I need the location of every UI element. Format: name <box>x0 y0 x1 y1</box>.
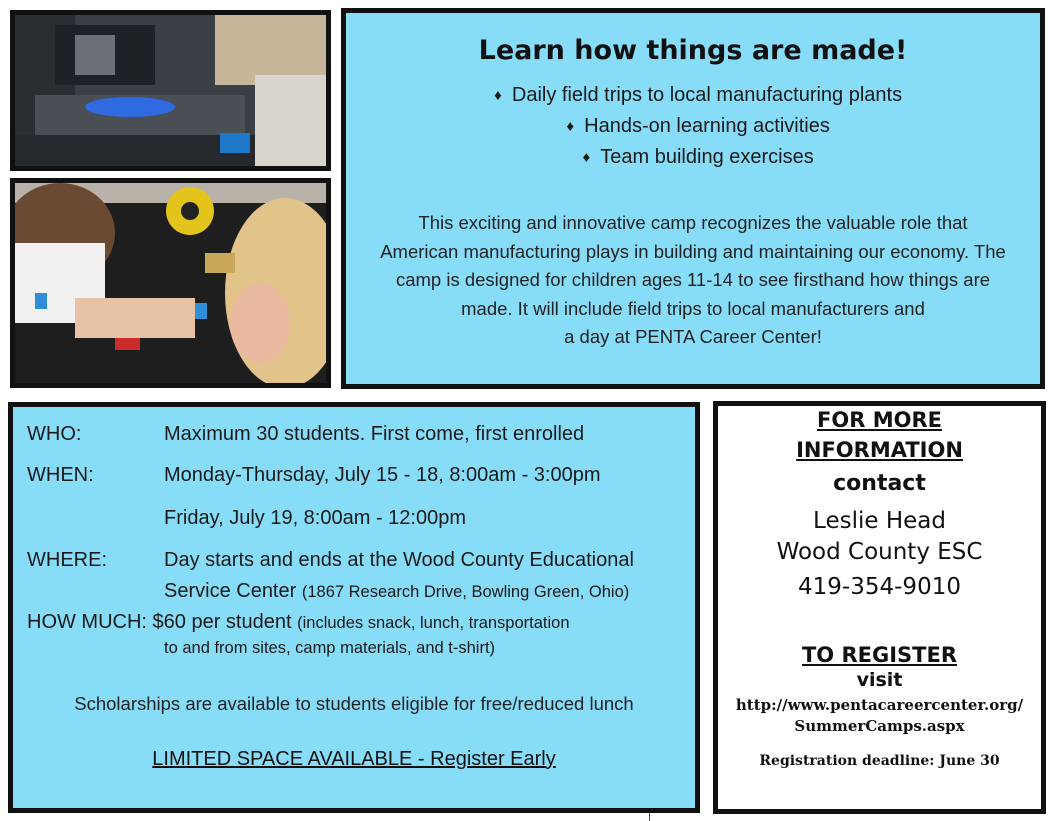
howmuch-row <box>27 611 687 634</box>
howmuch-label: HOW MUCH: <box>27 611 147 633</box>
headline: Learn how things are made! <box>478 35 908 66</box>
diamond-bullet-icon: ♦ <box>566 118 574 135</box>
more-info-heading-2: INFORMATION <box>796 438 963 462</box>
who-label: WHO: <box>27 423 82 445</box>
where-address: (1867 Research Drive, Bowling Green, Ohio) <box>301 583 630 601</box>
limited-space-note: LIMITED SPACE AVAILABLE - Register Early <box>152 748 556 770</box>
contact-org: Wood County ESC <box>776 539 983 565</box>
divider <box>649 813 650 821</box>
howmuch-value: $60 per student <box>152 611 292 633</box>
diamond-bullet-icon: ♦ <box>494 87 502 104</box>
students-activity-photo <box>10 178 331 388</box>
3d-printer-photo <box>10 10 331 171</box>
where-value-2: Service Center (1867 Research Drive, Bowling Green, Ohio) <box>164 580 630 602</box>
register-link[interactable]: http://www.pentacareercenter.org/ SummerCamps.aspx <box>735 696 1024 735</box>
howmuch-note: (includes snack, lunch, transportation <box>297 614 570 632</box>
camp-description: This exciting and innovative camp recognizes the valuable role that American manufacturing plays in building and maintaining our economy. The camp is designed for children ages 11-14 to see firsthand how things are made. It will include field trips to local manufacturers and a day at PENTA Career Center! <box>380 212 1006 347</box>
list-item: ♦ Daily field trips to local manufacturing plants <box>346 80 1040 111</box>
list-item: ♦ Hands-on learning activities <box>346 111 1040 142</box>
registration-deadline: Registration deadline: June 30 <box>759 753 1000 769</box>
where-value: Day starts and ends at the Wood County Educational <box>164 549 634 571</box>
when-value: Monday-Thursday, July 15 - 18, 8:00am - 3:00pm <box>164 464 601 486</box>
when-value-friday: Friday, July 19, 8:00am - 12:00pm <box>164 507 466 529</box>
list-item: ♦ Team building exercises <box>346 142 1040 173</box>
camp-details-panel <box>8 402 700 813</box>
who-value: Maximum 30 students. First come, first enrolled <box>164 423 585 445</box>
visit-label: visit <box>856 669 903 691</box>
more-info-heading: FOR MORE <box>817 408 942 432</box>
contact-panel <box>713 401 1046 814</box>
diamond-bullet-icon: ♦ <box>582 149 591 166</box>
where-label: WHERE: <box>27 549 107 571</box>
when-label: WHEN: <box>27 464 94 486</box>
howmuch-note-2: to and from sites, camp materials, and t-shirt) <box>164 639 496 657</box>
highlights-list <box>346 80 1040 173</box>
scholarships-note: Scholarships are available to students eligible for free/reduced lunch <box>74 693 634 714</box>
contact-name: Leslie Head <box>813 508 946 534</box>
register-heading: TO REGISTER <box>801 643 958 667</box>
contact-phone: 419-354-9010 <box>798 574 961 600</box>
camp-overview-panel <box>341 8 1045 389</box>
contact-label: contact <box>833 471 926 496</box>
